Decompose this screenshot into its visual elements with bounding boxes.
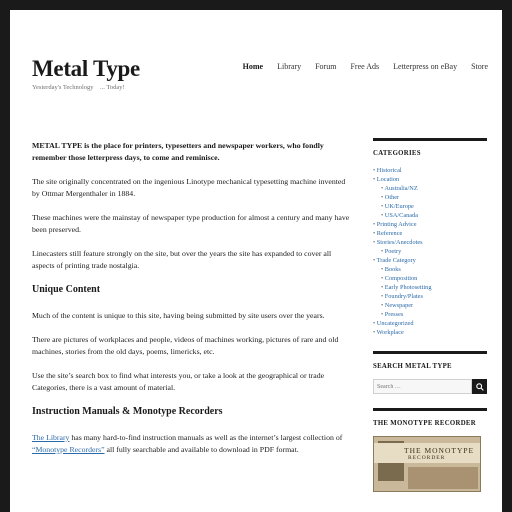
category-item[interactable]: • Workplace xyxy=(373,328,487,337)
monotype-recorder-cover[interactable] xyxy=(373,436,481,492)
category-item[interactable]: • Other xyxy=(373,193,487,202)
nav-library[interactable]: Library xyxy=(277,62,302,71)
monotype-recorders-link[interactable]: “Monotype Recorders” xyxy=(32,445,105,454)
search-icon xyxy=(476,383,484,391)
search-form xyxy=(373,379,487,394)
cover-title: THE MONOTYPE xyxy=(404,446,475,455)
heading-unique-content: Unique Content xyxy=(32,284,101,295)
nav-store[interactable]: Store xyxy=(471,62,488,71)
main-nav xyxy=(243,62,488,71)
search-input[interactable] xyxy=(373,379,472,394)
category-item[interactable]: • Printing Advice xyxy=(373,220,487,229)
nav-forum[interactable]: Forum xyxy=(315,62,337,71)
library-text-end: all fully searchable and available to download in PDF format. xyxy=(104,445,299,454)
category-item[interactable]: • Poetry xyxy=(373,247,487,256)
category-item[interactable]: • Australia/NZ xyxy=(373,184,487,193)
category-item[interactable]: • Presses xyxy=(373,310,487,319)
category-item[interactable]: • Reference xyxy=(373,229,487,238)
nav-letterpress-ebay[interactable]: Letterpress on eBay xyxy=(393,62,458,71)
main-content xyxy=(32,140,352,468)
search-button[interactable] xyxy=(472,379,487,394)
category-item[interactable]: • Trade Category xyxy=(373,256,487,265)
library-link[interactable]: The Library xyxy=(32,433,70,442)
nav-free-ads[interactable]: Free Ads xyxy=(350,62,380,71)
site-tagline: Yesterday's Technology ... Today! xyxy=(32,84,125,91)
categories-title: CATEGORIES xyxy=(373,150,421,157)
page-frame xyxy=(10,10,502,512)
paragraph: There are pictures of workplaces and people, videos of machines working, pictures of rare and old machines, stories from the old days, poems, limericks, etc. xyxy=(32,335,339,356)
category-item[interactable]: • Historical xyxy=(373,166,487,175)
paragraph: Much of the content is unique to this site, having being submitted by site users over the years. xyxy=(32,311,325,320)
categories-widget xyxy=(373,138,487,337)
category-item[interactable]: • Uncategorized xyxy=(373,319,487,328)
paragraph-library xyxy=(32,432,352,456)
category-item[interactable]: • Early Photosetting xyxy=(373,283,487,292)
cover-subtitle: RECORDER xyxy=(408,455,446,461)
intro-paragraph: METAL TYPE is the place for printers, typesetters and newspaper workers, who fondly remember those letterpress days, to come and reminisce. xyxy=(32,141,324,162)
category-item[interactable]: • Books xyxy=(373,265,487,274)
nav-home[interactable]: Home xyxy=(242,62,264,71)
category-item[interactable]: • Composition xyxy=(373,274,487,283)
category-item[interactable]: • Stories/Anecdotes xyxy=(373,238,487,247)
category-item[interactable]: • Foundry/Plates xyxy=(373,292,487,301)
search-widget xyxy=(373,351,487,394)
recorder-title: THE MONOTYPE RECORDER xyxy=(373,420,476,427)
category-item[interactable]: • Newspaper xyxy=(373,301,487,310)
sidebar xyxy=(373,138,487,506)
recorder-widget xyxy=(373,408,487,492)
paragraph: Use the site’s search box to find what interests you, or take a look at the geographical or trade Categories, there is a vast amount of material. xyxy=(32,371,325,392)
category-list xyxy=(373,166,487,337)
site-title[interactable]: Metal Type xyxy=(32,56,140,81)
paragraph: These machines were the mainstay of newspaper type production for almost a century and many have been preserved. xyxy=(32,213,350,234)
paragraph: Linecasters still feature strongly on the site, but over the years the site has expanded to cover all aspects of printing trade nostalgia. xyxy=(32,249,332,270)
paragraph: The site originally concentrated on the ingenious Linotype mechanical typesetting machine invented by Ottmar Mergenthaler in 1884. xyxy=(32,177,346,198)
category-item[interactable]: • UK/Europe xyxy=(373,202,487,211)
category-item[interactable]: • Location xyxy=(373,175,487,184)
library-text: has many hard-to-find instruction manuals as well as the internet’s largest collection of xyxy=(69,433,343,442)
category-item[interactable]: • USA/Canada xyxy=(373,211,487,220)
search-title: SEARCH METAL TYPE xyxy=(373,363,452,370)
heading-manuals: Instruction Manuals & Monotype Recorders xyxy=(32,406,223,417)
